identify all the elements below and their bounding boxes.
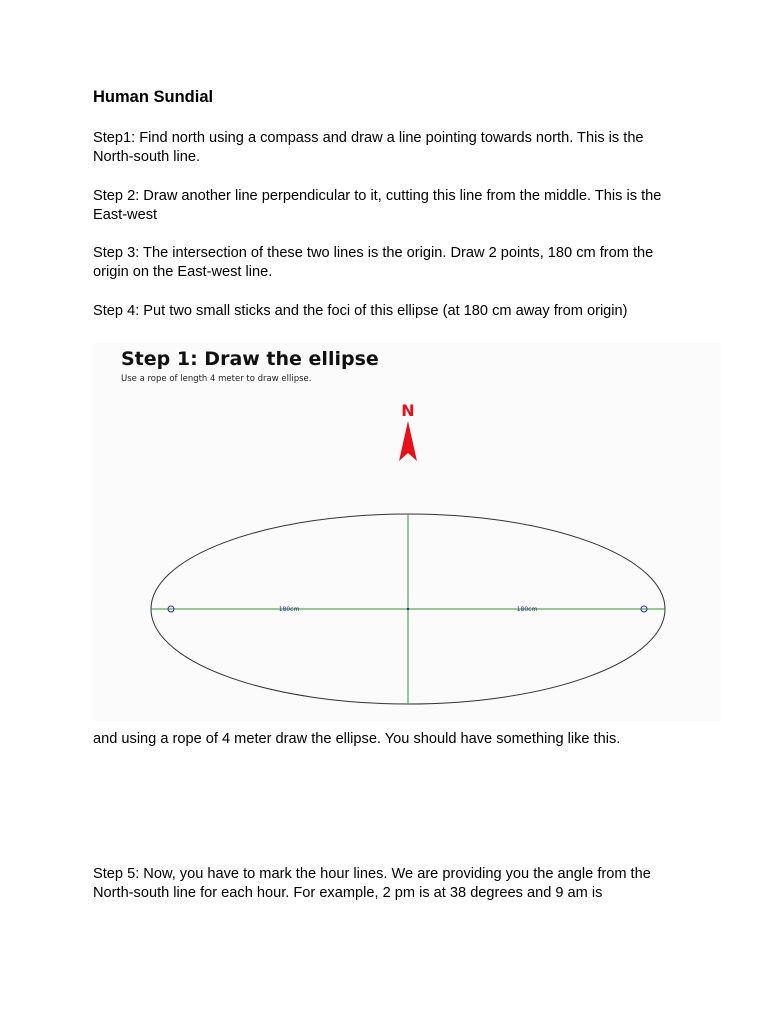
origin-point: [407, 608, 409, 610]
document-title: Human Sundial: [93, 88, 214, 106]
step-1-text: Step1: Find north using a compass and draw a line pointing towards north. This is the North-south line.: [93, 130, 644, 165]
north-arrow-icon: [399, 421, 417, 461]
figure-subtitle: Use a rope of length 4 meter to draw ellipse.: [121, 374, 312, 384]
north-label: N: [401, 401, 415, 420]
step-5-text: Step 5: Now, you have to mark the hour lines. We are providing you the angle from the North-south line for each hour. For example, 2 pm is at 38 degrees and 9 am is: [93, 866, 651, 901]
ellipse-diagram: [93, 343, 721, 721]
right-distance-label: 180cm: [516, 606, 538, 613]
figure-title: Step 1: Draw the ellipse: [121, 348, 379, 370]
left-distance-label: 180cm: [278, 606, 300, 613]
step-4-text: Step 4: Put two small sticks and the foci of this ellipse (at 180 cm away from origin): [93, 303, 628, 319]
step-2-text: Step 2: Draw another line perpendicular to it, cutting this line from the middle. This is the East-west: [93, 188, 662, 223]
ellipse-diagram-svg: [93, 343, 721, 721]
step-3-text: Step 3: The intersection of these two lines is the origin. Draw 2 points, 180 cm from the origin on the East-west line.: [93, 245, 654, 280]
after-figure-text: and using a rope of 4 meter draw the ellipse. You should have something like this.: [93, 731, 621, 747]
